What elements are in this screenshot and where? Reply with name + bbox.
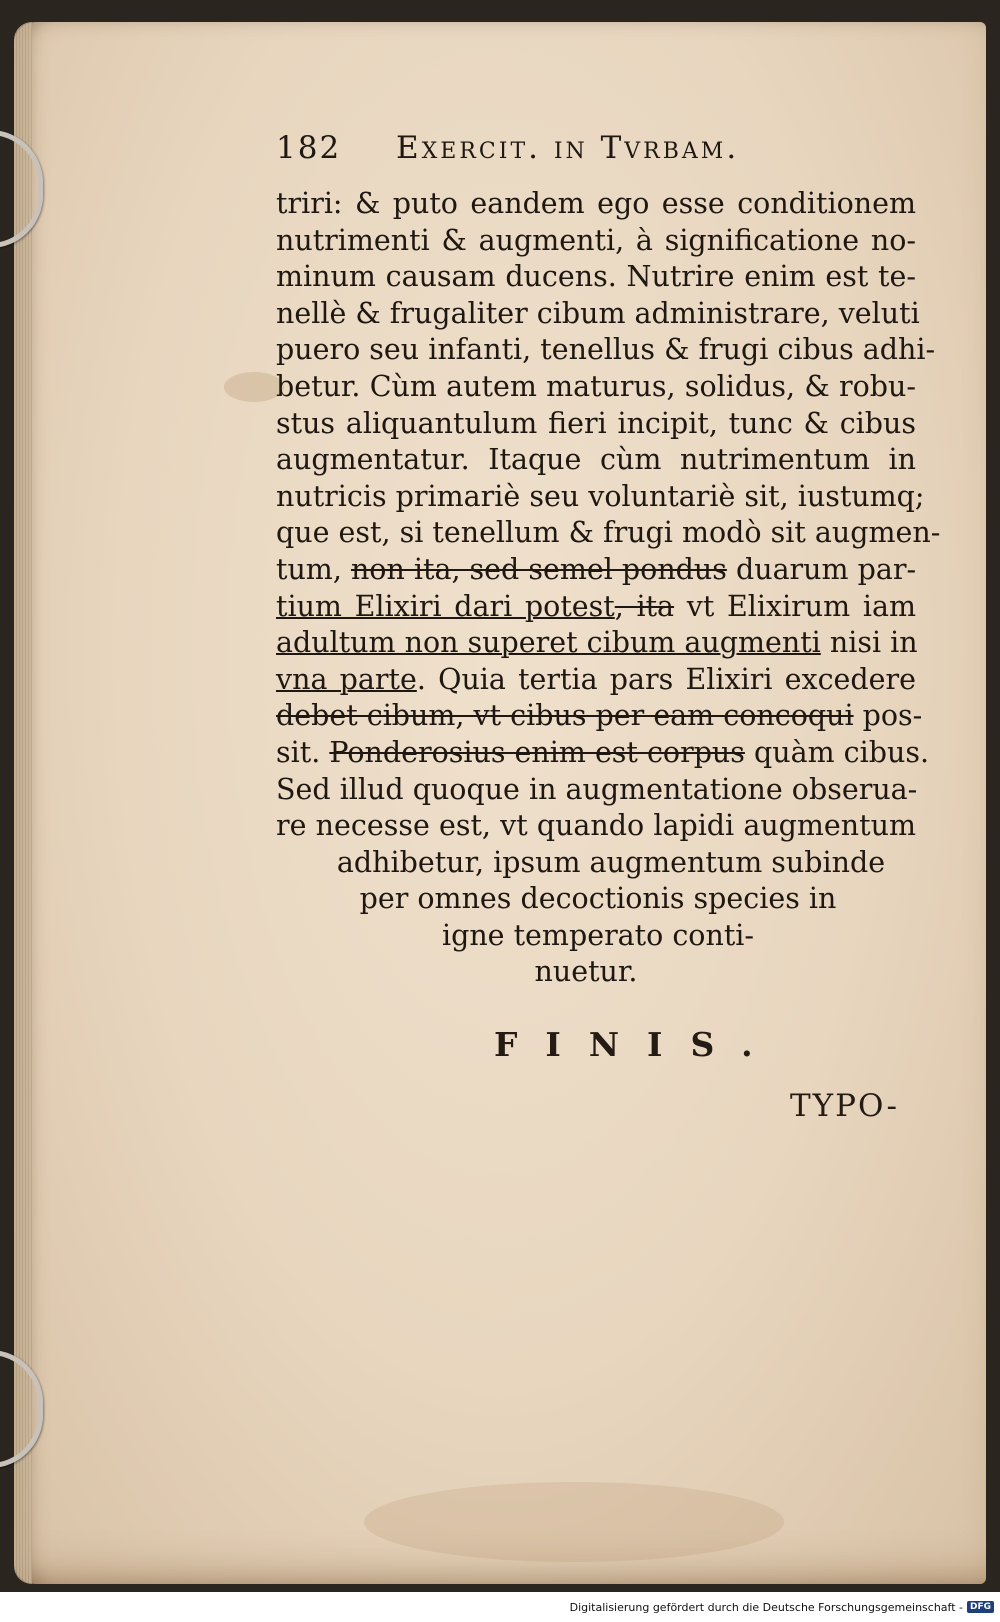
taper-line: per omnes decoctionis species in: [359, 882, 837, 916]
line-text: minum causam ducens. Nutrire enim est te-: [276, 260, 916, 294]
struck-text: , ita: [614, 589, 675, 623]
text-line: [276, 369, 916, 406]
line-text: nellè & frugaliter cibum administrare, veluti: [276, 296, 920, 330]
dfg-logo-icon: DFG: [967, 1601, 994, 1613]
line-text: vt Elixirum iam: [674, 589, 916, 623]
line-text: duarum par-: [726, 552, 917, 586]
struck-text: debet cibum, vt cibus per eam concoqui: [276, 699, 854, 733]
underlined-text: adultum non superet cibum augmenti: [276, 626, 821, 660]
text-line: [276, 332, 936, 369]
line-text: stus aliquantulum fieri incipit, tunc & cibus: [276, 406, 916, 440]
paper-stain: [224, 372, 284, 402]
line-text: betur. Cùm autem maturus, solidus, & robu-: [276, 369, 916, 403]
paper-stain: [364, 1482, 784, 1562]
line-text: pos-: [853, 699, 923, 733]
text-line: [276, 515, 941, 552]
line-text: nutricis primariè seu voluntariè sit, iustumq;: [276, 479, 925, 513]
text-block: [276, 130, 941, 991]
footer-credit: Digitalisierung gefördert durch die Deutsche Forschungsgemeinschaft -: [569, 1600, 963, 1614]
catchword: TYPO-: [790, 1088, 900, 1124]
taper-text: [276, 845, 936, 991]
finis-label: FINIS.: [494, 1025, 781, 1064]
text-line: [276, 186, 916, 223]
line-text: puero seu infanti, tenellus & frugi cibus adhi-: [276, 333, 936, 367]
line-text: nutrimenti & augmenti, à significatione no-: [276, 223, 916, 257]
struck-text: Ponderosius enim est corpus: [329, 735, 745, 769]
line-text: . Quia tertia pars Elixiri excedere: [416, 662, 917, 696]
book-page: [14, 22, 986, 1584]
page-number: 182: [276, 130, 342, 166]
taper-line: igne temperato conti-: [441, 918, 755, 952]
taper-line: adhibetur, ipsum augmentum subinde: [336, 845, 886, 879]
body-text: [276, 186, 941, 845]
text-line: [276, 406, 916, 443]
line-text: que est, si tenellum & frugi modò sit augmen-: [276, 516, 941, 550]
line-text: sit.: [276, 735, 330, 769]
text-line: [276, 589, 916, 626]
struck-text: non ita, sed semel pondus: [350, 552, 727, 586]
text-line: [276, 552, 916, 589]
underlined-text: vna parte: [276, 662, 417, 696]
line-text: quàm cibus.: [744, 735, 930, 769]
text-line: [276, 808, 916, 845]
text-line: [276, 296, 920, 333]
line-text: Sed illud quoque in augmentatione obserua-: [276, 772, 918, 806]
text-line: [276, 625, 916, 662]
text-line: [276, 698, 923, 735]
text-line: [276, 662, 916, 699]
taper-line: nuetur.: [534, 955, 638, 989]
running-head: Exercit. in Tvrbam.: [396, 130, 740, 166]
line-text: tum,: [276, 552, 351, 586]
line-text: augmentatur. Itaque cùm nutrimentum in: [276, 443, 916, 477]
text-line: [276, 442, 916, 479]
text-line: [276, 259, 916, 296]
line-text: re necesse est, vt quando lapidi augmentum: [276, 809, 916, 843]
line-text: triri: & puto eandem ego esse conditionem: [276, 187, 916, 220]
page-header: [276, 130, 936, 180]
text-line: [276, 772, 916, 809]
text-line: [276, 735, 930, 772]
text-line: [276, 223, 916, 260]
page-edge: [14, 22, 32, 1584]
footer-bar: [0, 1592, 1000, 1622]
text-line: [276, 479, 925, 516]
underlined-text: tium Elixiri dari potest: [276, 589, 615, 623]
line-text: nisi in: [820, 626, 918, 660]
